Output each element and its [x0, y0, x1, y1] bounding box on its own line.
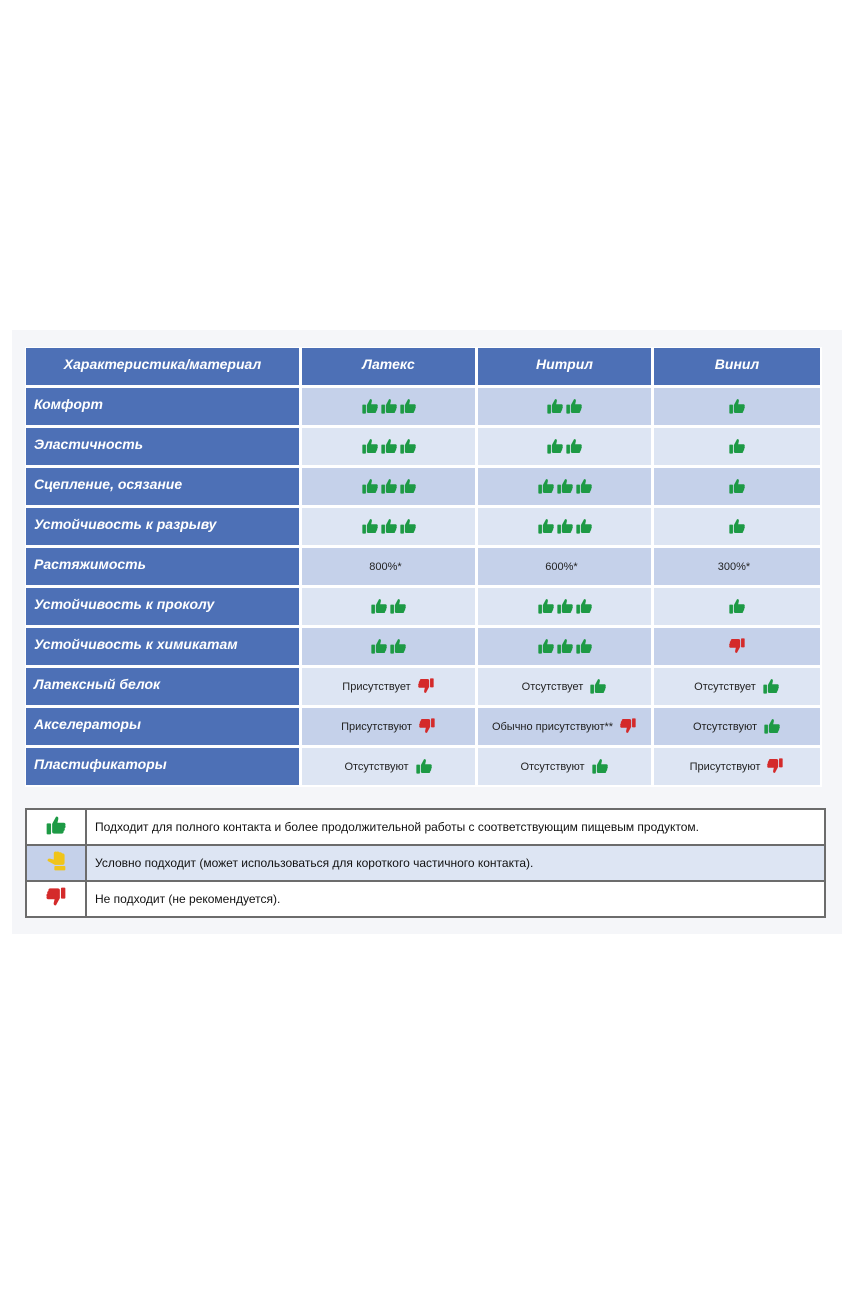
rating-icons: [361, 397, 417, 418]
row-label: Эластичность: [25, 427, 301, 467]
cell-text: Отсутствуют: [344, 761, 409, 773]
row-label: Сцепление, осязание: [25, 467, 301, 507]
thumb-up-icon: [565, 437, 583, 458]
table-cell: [653, 707, 822, 747]
thumb-up-icon: [380, 477, 398, 498]
rating-icons: [537, 517, 593, 538]
thumb-up-icon: [556, 477, 574, 498]
table-cell: [301, 467, 477, 507]
rating-icons: [728, 597, 746, 618]
table-cell: [477, 507, 653, 547]
thumb-up-icon: [728, 397, 746, 418]
table-cell: [653, 507, 822, 547]
legend-text: Условно подходит (может использоваться для короткого частичного контакта).: [95, 856, 534, 870]
rating-icons: [415, 757, 433, 778]
cell-text: Отсутствуют: [692, 721, 758, 733]
legend-icon-cell: [27, 882, 87, 916]
thumb-up-icon: [763, 717, 781, 738]
table-cell: [653, 387, 822, 427]
thumb-up-icon: [556, 637, 574, 658]
thumb-up-icon: [575, 517, 593, 538]
legend-text: Не подходит (не рекомендуется).: [95, 892, 281, 906]
thumb-up-icon: [361, 477, 379, 498]
thumb-up-icon: [728, 477, 746, 498]
legend-table: [25, 808, 826, 918]
header-material: Винил: [653, 347, 822, 387]
cell-text: 300%*: [717, 561, 751, 573]
rating-icons: [763, 717, 781, 738]
table-cell: [653, 547, 822, 587]
cell-text: Присутствуют: [341, 721, 412, 733]
comparison-table: [25, 347, 822, 787]
thumb-up-icon: [399, 437, 417, 458]
header-characteristic: Характеристика/материал: [25, 347, 301, 387]
thumb-up-icon: [728, 437, 746, 458]
thumb-up-icon: [380, 437, 398, 458]
rating-icons: [589, 677, 607, 698]
table-cell: [653, 627, 822, 667]
rating-icons: [619, 717, 637, 738]
rating-icons: [417, 677, 435, 698]
cell-text: Присутствуют: [689, 761, 761, 773]
table-cell: [653, 467, 822, 507]
table-cell: [301, 587, 477, 627]
thumb-sideways-icon: [45, 850, 67, 877]
row-label: Комфорт: [25, 387, 301, 427]
table-cell: [301, 387, 477, 427]
thumb-up-icon: [591, 757, 609, 778]
table-cell: [653, 427, 822, 467]
legend-icon-cell: [27, 846, 87, 880]
thumb-down-icon: [418, 717, 436, 738]
thumb-down-icon: [766, 757, 784, 778]
row-label: Устойчивость к разрыву: [25, 507, 301, 547]
table-cell: [301, 547, 477, 587]
cell-text: 600%*: [545, 561, 578, 573]
thumb-up-icon: [399, 517, 417, 538]
table-cell: [301, 627, 477, 667]
thumb-up-icon: [537, 597, 555, 618]
row-label: Пластификаторы: [25, 747, 301, 787]
cell-text: Отсутствуют: [520, 761, 585, 773]
rating-icons: [728, 397, 746, 418]
cell-text: Отсутствует: [694, 681, 756, 693]
rating-icons: [361, 517, 417, 538]
row-label: Растяжимость: [25, 547, 301, 587]
rating-icons: [546, 397, 583, 418]
table-cell: [653, 747, 822, 787]
rating-icons: [591, 757, 609, 778]
header-material: Нитрил: [477, 347, 653, 387]
rating-icons: [537, 597, 593, 618]
thumb-up-icon: [575, 597, 593, 618]
thumb-up-icon: [762, 677, 780, 698]
row-label: Устойчивость к проколу: [25, 587, 301, 627]
rating-icons: [361, 437, 417, 458]
thumb-up-icon: [399, 397, 417, 418]
thumb-up-icon: [556, 597, 574, 618]
table-cell: [477, 667, 653, 707]
table-cell: [653, 587, 822, 627]
cell-text: Обычно присутствуют**: [491, 721, 614, 733]
thumb-down-icon: [45, 886, 67, 913]
rating-icons: [728, 637, 746, 658]
thumb-up-icon: [389, 597, 407, 618]
thumb-up-icon: [389, 637, 407, 658]
table-cell: [301, 507, 477, 547]
table-cell: [477, 547, 653, 587]
header-material: Латекс: [301, 347, 477, 387]
thumb-up-icon: [370, 597, 388, 618]
thumb-up-icon: [380, 397, 398, 418]
thumb-up-icon: [546, 397, 564, 418]
table-cell: [477, 707, 653, 747]
rating-icons: [762, 677, 780, 698]
rating-icons: [370, 637, 407, 658]
thumb-up-icon: [370, 637, 388, 658]
legend-text: Подходит для полного контакта и более продолжительной работы с соответствующим пищевым продуктом.: [95, 820, 700, 834]
legend-row: [27, 882, 824, 916]
cell-text: Присутствует: [342, 681, 411, 693]
thumb-up-icon: [537, 517, 555, 538]
thumb-up-icon: [556, 517, 574, 538]
thumb-up-icon: [380, 517, 398, 538]
rating-icons: [546, 437, 583, 458]
thumb-down-icon: [619, 717, 637, 738]
table-cell: [477, 587, 653, 627]
row-label: Латексный белок: [25, 667, 301, 707]
thumb-up-icon: [575, 637, 593, 658]
row-label: Акселераторы: [25, 707, 301, 747]
rating-icons: [728, 517, 746, 538]
thumb-up-icon: [537, 477, 555, 498]
table-cell: [477, 747, 653, 787]
thumb-up-icon: [546, 437, 564, 458]
legend-row: [27, 846, 824, 882]
thumb-up-icon: [361, 437, 379, 458]
table-cell: [477, 387, 653, 427]
thumb-up-icon: [537, 637, 555, 658]
rating-icons: [537, 477, 593, 498]
rating-icons: [537, 637, 593, 658]
table-cell: [301, 427, 477, 467]
row-label: Устойчивость к химикатам: [25, 627, 301, 667]
legend-row: [27, 810, 824, 846]
thumb-up-icon: [415, 757, 433, 778]
legend-icon-cell: [27, 810, 87, 844]
thumb-up-icon: [361, 397, 379, 418]
thumb-up-icon: [575, 477, 593, 498]
table-cell: [477, 627, 653, 667]
table-cell: [301, 667, 477, 707]
rating-icons: [361, 477, 417, 498]
thumb-up-icon: [728, 597, 746, 618]
table-cell: [477, 427, 653, 467]
thumb-up-icon: [565, 397, 583, 418]
thumb-up-icon: [728, 517, 746, 538]
table-cell: [477, 467, 653, 507]
rating-icons: [766, 757, 784, 778]
thumb-up-icon: [589, 677, 607, 698]
cell-text: Отсутствует: [521, 681, 584, 693]
table-cell: [653, 667, 822, 707]
rating-icons: [418, 717, 436, 738]
table-cell: [301, 707, 477, 747]
rating-icons: [728, 437, 746, 458]
rating-icons: [370, 597, 407, 618]
thumb-down-icon: [417, 677, 435, 698]
table-cell: [301, 747, 477, 787]
thumb-up-icon: [361, 517, 379, 538]
thumb-up-icon: [45, 814, 67, 841]
cell-text: 800%*: [369, 561, 402, 573]
thumb-up-icon: [399, 477, 417, 498]
thumb-down-icon: [728, 637, 746, 658]
rating-icons: [728, 477, 746, 498]
